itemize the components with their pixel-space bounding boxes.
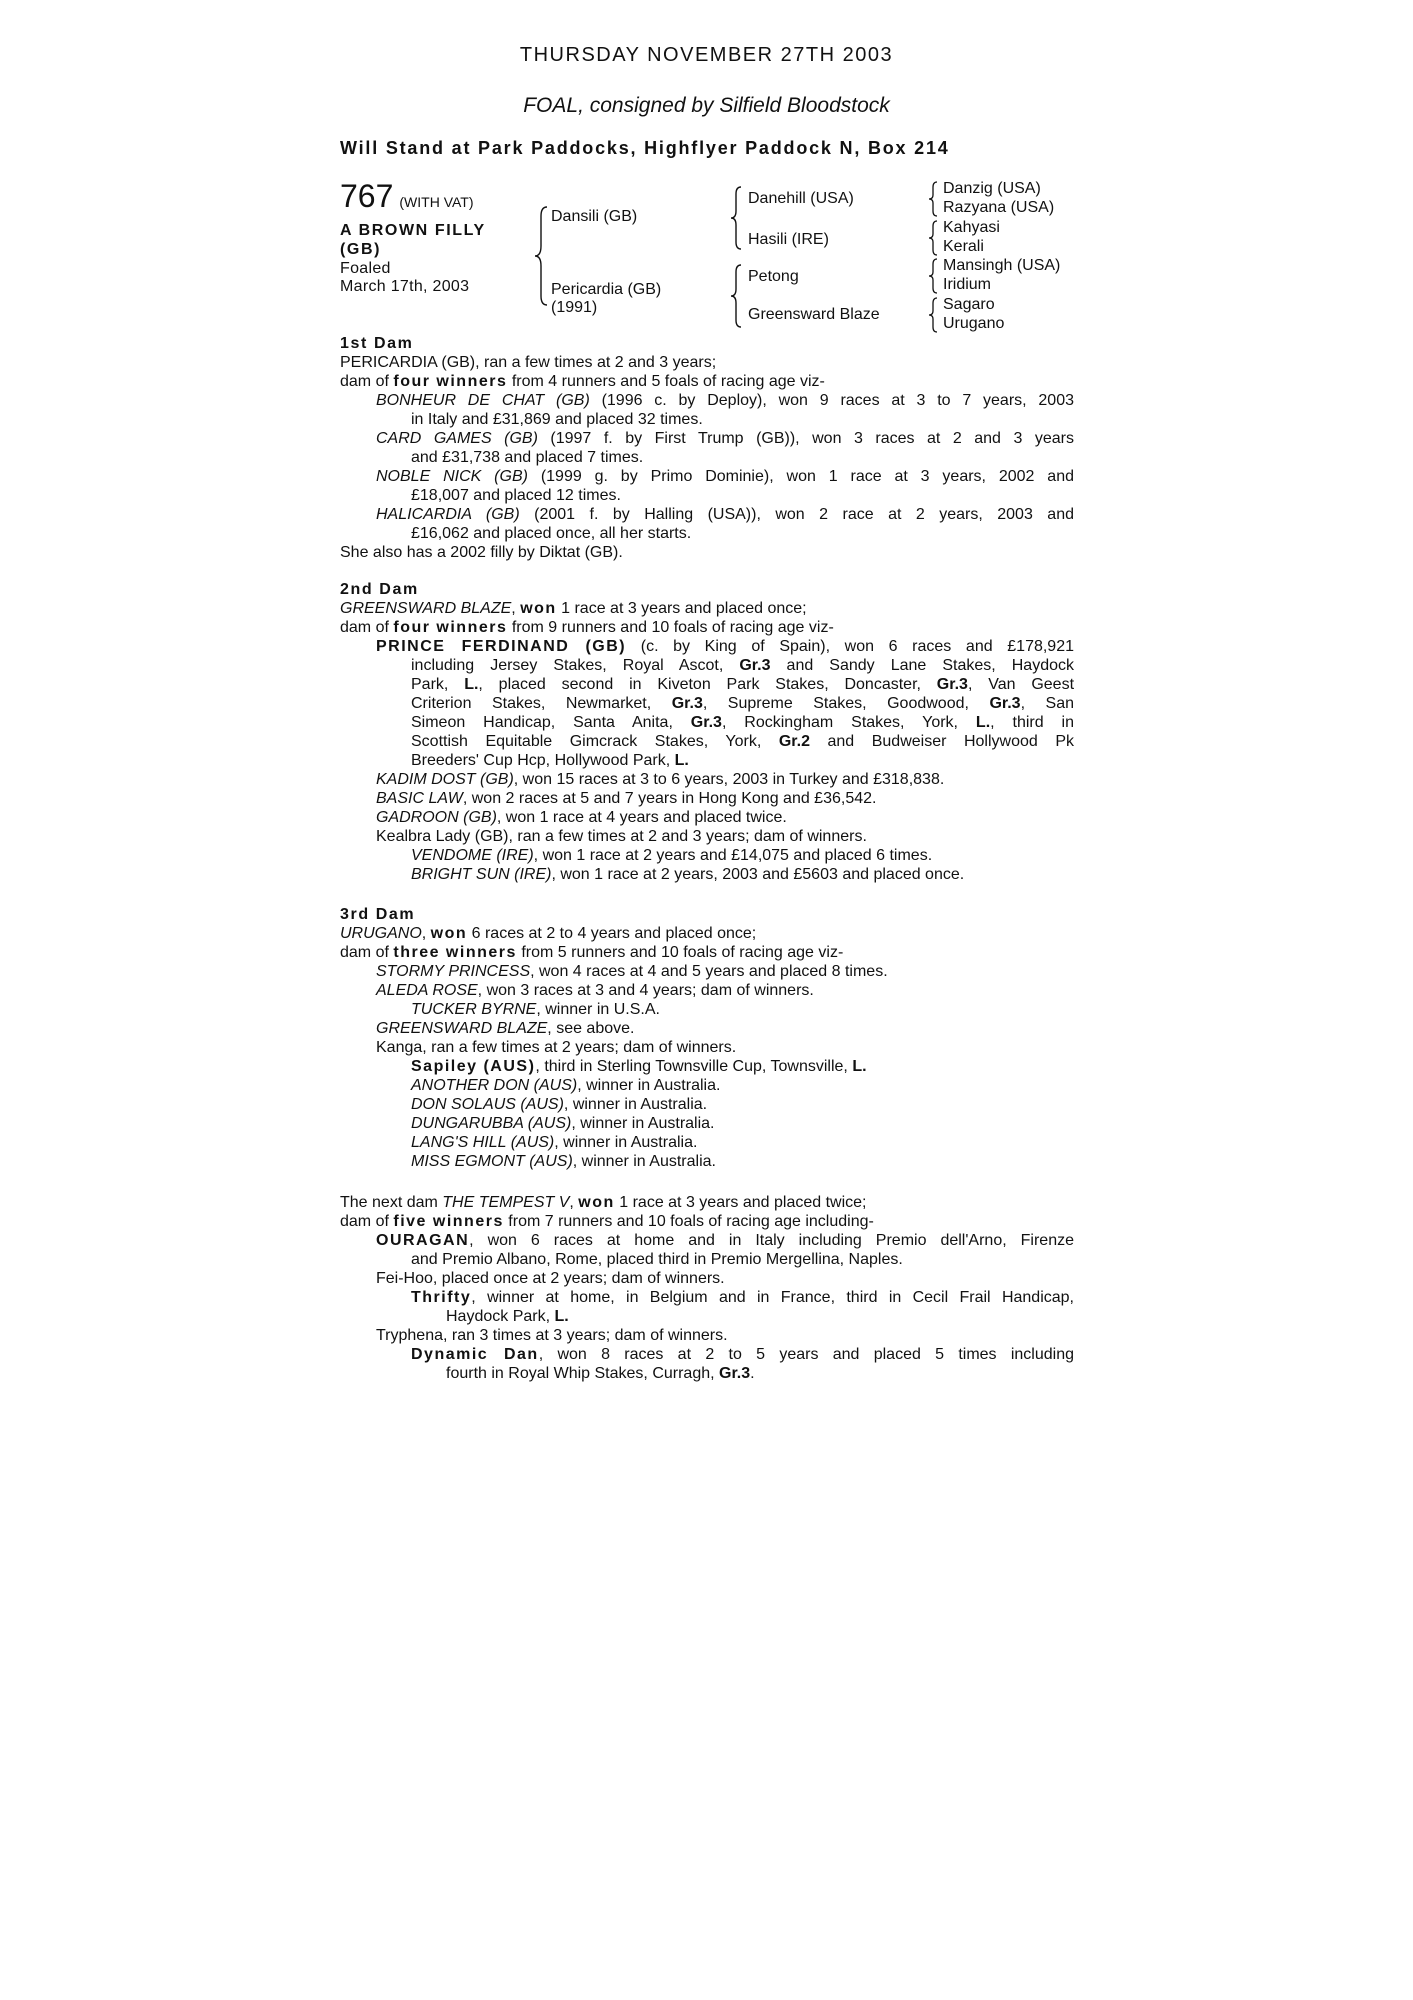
text: Criterion Stakes, Newmarket, — [411, 695, 672, 712]
pedigree-gp-1: Danzig (USA) — [943, 180, 1041, 197]
produce-entry-cont: in Italy and £31,869 and placed 32 times. — [411, 411, 703, 428]
lot-heading — [340, 178, 474, 215]
pedigree-gp-5: Mansingh (USA) — [943, 257, 1061, 274]
text: (1999 g. by Primo Dominie), won 1 race at 3 years, 2002 and — [527, 468, 1075, 485]
text: The next dam — [340, 1194, 443, 1211]
produce-entry: Fei-Hoo, placed once at 2 years; dam of winners. — [376, 1270, 725, 1287]
next-dam-section — [340, 1193, 1074, 1383]
produce-entry — [340, 1114, 1074, 1133]
produce-summary — [340, 372, 1074, 391]
pedigree-sire: Dansili (GB) — [551, 208, 638, 225]
race-grade: Gr.3 — [739, 657, 771, 674]
text: 6 races at 2 to 4 years and placed once; — [467, 925, 757, 942]
pedigree-gp-4: Kerali — [943, 238, 984, 255]
gp-brace-4 — [927, 297, 939, 333]
won-emphasis: won — [520, 600, 557, 617]
pedigree-sire-sire: Danehill (USA) — [748, 190, 854, 207]
sire-parents-brace — [729, 186, 743, 250]
horse-name: GADROON (GB) — [376, 809, 497, 826]
text: 1 race at 3 years and placed once; — [556, 600, 807, 617]
pedigree-gp-8: Urugano — [943, 315, 1005, 332]
text: , Supreme Stakes, Goodwood, — [702, 695, 990, 712]
produce-entry — [340, 808, 1074, 827]
text: Simeon Handicap, Santa Anita, — [411, 714, 691, 731]
horse-name: MISS EGMONT (AUS) — [411, 1153, 573, 1170]
text: , see above. — [547, 1020, 635, 1037]
text: (1996 c. by Deploy), won 9 races at 3 to 7 years, 2003 — [589, 392, 1074, 409]
winners-count: four winners — [393, 373, 508, 390]
horse-name: OURAGAN — [376, 1232, 470, 1249]
horse-name: GREENSWARD BLAZE — [376, 1020, 548, 1037]
horse-name: BASIC LAW — [376, 790, 463, 807]
produce-entry — [340, 962, 1074, 981]
text: dam of — [340, 1213, 394, 1230]
produce-entry — [340, 1231, 1074, 1250]
horse-name: ANOTHER DON (AUS) — [411, 1077, 578, 1094]
text: , winner in Australia. — [571, 1115, 715, 1132]
text: dam of — [340, 944, 394, 961]
text: , San — [1020, 695, 1074, 712]
dam-line — [340, 924, 1074, 943]
text: Park, — [411, 676, 465, 693]
won-emphasis: won — [430, 925, 468, 942]
pedigree-gp-6: Iridium — [943, 276, 992, 293]
race-grade: Gr.3 — [671, 695, 703, 712]
horse-name: CARD GAMES (GB) — [376, 430, 538, 447]
text: , — [421, 925, 431, 942]
race-grade: L. — [852, 1058, 867, 1075]
text: , — [511, 600, 521, 617]
produce-entry-cont — [340, 1364, 1074, 1383]
horse-name: ALEDA ROSE — [376, 982, 478, 999]
horse-name: HALICARDIA (GB) — [376, 506, 520, 523]
text: , winner in Australia. — [577, 1077, 721, 1094]
note-line: She also has a 2002 filly by Diktat (GB). — [340, 544, 623, 561]
produce-entry — [340, 505, 1074, 524]
produce-entry-cont: and Premio Albano, Rome, placed third in Premio Mergellina, Naples. — [411, 1251, 903, 1268]
produce-entry: Kealbra Lady (GB), ran a few times at 2 and 3 years; dam of winners. — [376, 828, 867, 845]
text: , Rockingham Stakes, York, — [721, 714, 976, 731]
text: , winner at home, in Belgium and in France, third in Cecil Frail Handicap, — [471, 1289, 1074, 1306]
race-grade: Gr.2 — [778, 733, 810, 750]
race-grade: L. — [975, 714, 991, 731]
produce-entry — [340, 391, 1074, 410]
text: , won 1 race at 4 years and placed twice. — [496, 809, 787, 826]
produce-entry-cont — [340, 732, 1074, 751]
produce-entry — [340, 789, 1074, 808]
produce-entry — [340, 637, 1074, 656]
text: from 4 runners and 5 foals of racing age viz- — [507, 373, 825, 390]
foaled-date: March 17th, 2003 — [340, 278, 470, 295]
pedigree-dam-dam: Greensward Blaze — [748, 306, 880, 323]
produce-entry — [340, 846, 1074, 865]
produce-entry — [340, 981, 1074, 1000]
third-dam-section — [340, 905, 1074, 1171]
race-grade: L. — [464, 676, 479, 693]
winners-count: five winners — [393, 1213, 504, 1230]
produce-entry — [340, 1000, 1074, 1019]
text: and Sandy Lane Stakes, Haydock — [770, 657, 1074, 674]
winners-count: three winners — [393, 944, 517, 961]
text: , winner in U.S.A. — [536, 1001, 660, 1018]
text: , third in — [990, 714, 1074, 731]
produce-summary — [340, 943, 1074, 962]
consignment-line: FOAL, consigned by Silfield Bloodstock — [523, 94, 890, 117]
text: from 9 runners and 10 foals of racing age viz- — [507, 619, 834, 636]
text: dam of — [340, 373, 394, 390]
produce-entry — [340, 1345, 1074, 1364]
produce-entry — [340, 467, 1074, 486]
horse-name: BRIGHT SUN (IRE) — [411, 866, 552, 883]
produce-summary — [340, 1212, 1074, 1231]
text: from 7 runners and 10 foals of racing age including- — [503, 1213, 874, 1230]
text: and Budweiser Hollywood Pk — [809, 733, 1075, 750]
text: , won 1 race at 2 years, 2003 and £5603 and placed once. — [551, 866, 965, 883]
produce-entry — [340, 1288, 1074, 1307]
text: . — [750, 1365, 755, 1382]
gp-brace-2 — [927, 220, 939, 256]
text: (c. by King of Spain), won 6 races and £178,921 — [626, 638, 1075, 655]
gp-brace-1 — [927, 181, 939, 217]
text: , won 6 races at home and in Italy including Premio dell'Arno, Firenze — [469, 1232, 1074, 1249]
lot-number: 767 — [340, 178, 394, 214]
race-grade: Gr.3 — [690, 714, 722, 731]
produce-entry — [340, 1057, 1074, 1076]
text: , won 8 races at 2 to 5 years and placed 5 times including — [538, 1346, 1075, 1363]
text: Breeders' Cup Hcp, Hollywood Park, — [411, 752, 675, 769]
foaled-label: Foaled — [340, 260, 391, 277]
text: , won 15 races at 3 to 6 years, 2003 in Turkey and £318,838. — [513, 771, 945, 788]
pedigree-sire-dam: Hasili (IRE) — [748, 231, 829, 248]
produce-entry-cont: and £31,738 and placed 7 times. — [411, 449, 644, 466]
text: 1 race at 3 years and placed twice; — [614, 1194, 867, 1211]
horse-name: BONHEUR DE CHAT (GB) — [376, 392, 590, 409]
horse-name: DUNGARUBBA (AUS) — [411, 1115, 572, 1132]
horse-name: Thrifty — [411, 1289, 472, 1306]
text: dam of — [340, 619, 394, 636]
produce-entry-cont — [340, 694, 1074, 713]
pedigree-gp-2: Razyana (USA) — [943, 199, 1055, 216]
dam-parents-brace — [729, 264, 743, 328]
text: , third in Sterling Townsville Cup, Townsville, — [535, 1058, 853, 1075]
sale-date: THURSDAY NOVEMBER 27TH 2003 — [519, 44, 894, 66]
produce-entry: Kanga, ran a few times at 2 years; dam of winners. — [376, 1039, 737, 1056]
text: (2001 f. by Halling (USA)), won 2 race at 2 years, 2003 and — [519, 506, 1075, 523]
produce-entry: Tryphena, ran 3 times at 3 years; dam of winners. — [376, 1327, 728, 1344]
produce-entry-cont — [340, 675, 1074, 694]
horse-description: A BROWN FILLY (GB) — [340, 222, 486, 258]
winners-count: four winners — [393, 619, 508, 636]
vat-note: (WITH VAT) — [399, 194, 474, 210]
race-grade: Gr.3 — [719, 1365, 751, 1382]
sire-dam-brace — [533, 206, 549, 306]
horse-name: TUCKER BYRNE — [411, 1001, 537, 1018]
horse-name: URUGANO — [340, 925, 422, 942]
text: , won 2 races at 5 and 7 years in Hong Kong and £36,542. — [462, 790, 877, 807]
produce-entry — [340, 429, 1074, 448]
horse-name: THE TEMPEST V — [442, 1194, 570, 1211]
horse-name: STORMY PRINCESS — [376, 963, 531, 980]
produce-entry — [340, 1152, 1074, 1171]
produce-entry — [340, 1133, 1074, 1152]
produce-entry-cont — [340, 1307, 1074, 1326]
text: Scottish Equitable Gimcrack Stakes, York, — [411, 733, 779, 750]
second-dam-section — [340, 580, 1074, 884]
stand-location: Will Stand at Park Paddocks, Highflyer Paddock N, Box 214 — [340, 138, 950, 158]
text: , winner in Australia. — [563, 1096, 708, 1113]
horse-name: KADIM DOST (GB) — [376, 771, 514, 788]
produce-entry-cont: £16,062 and placed once, all her starts. — [411, 525, 692, 542]
produce-entry-cont: £18,007 and placed 12 times. — [411, 487, 621, 504]
text: , winner in Australia. — [554, 1134, 698, 1151]
produce-entry — [340, 1019, 1074, 1038]
pedigree-dam-sire: Petong — [748, 268, 799, 285]
text: , placed second in Kiveton Park Stakes, Doncaster, — [478, 676, 937, 693]
race-grade: L. — [674, 752, 689, 769]
race-grade: L. — [554, 1308, 569, 1325]
first-dam-section — [340, 334, 1074, 562]
text: , Van Geest — [967, 676, 1075, 693]
produce-entry-cont — [340, 751, 1074, 770]
text: , — [569, 1194, 579, 1211]
race-grade: Gr.3 — [989, 695, 1021, 712]
section-heading: 3rd Dam — [340, 906, 416, 923]
pedigree-dam-year: (1991) — [551, 299, 598, 316]
produce-entry — [340, 1095, 1074, 1114]
horse-name: VENDOME (IRE) — [411, 847, 534, 864]
text: (1997 f. by First Trump (GB)), won 3 races at 2 and 3 years — [537, 430, 1074, 447]
text: , winner in Australia. — [572, 1153, 716, 1170]
pedigree-gp-3: Kahyasi — [943, 219, 1000, 236]
horse-name: NOBLE NICK (GB) — [376, 468, 528, 485]
horse-name: PRINCE FERDINAND (GB) — [376, 638, 627, 655]
horse-name: GREENSWARD BLAZE — [340, 600, 512, 617]
dam-line — [340, 599, 1074, 618]
text: including Jersey Stakes, Royal Ascot, — [411, 657, 740, 674]
text: fourth in Royal Whip Stakes, Curragh, — [446, 1365, 720, 1382]
dam-line: PERICARDIA (GB), ran a few times at 2 and 3 years; — [340, 354, 717, 371]
text: , won 1 race at 2 years and £14,075 and placed 6 times. — [533, 847, 933, 864]
pedigree-gp-7: Sagaro — [943, 296, 995, 313]
horse-name: Sapiley (AUS) — [411, 1058, 536, 1075]
produce-entry — [340, 1076, 1074, 1095]
gp-brace-3 — [927, 258, 939, 294]
produce-summary — [340, 618, 1074, 637]
pedigree-dam: Pericardia (GB) — [551, 281, 662, 298]
text: , won 4 races at 4 and 5 years and placed 8 times. — [530, 963, 888, 980]
horse-name: DON SOLAUS (AUS) — [411, 1096, 564, 1113]
text: from 5 runners and 10 foals of racing age viz- — [516, 944, 844, 961]
produce-entry — [340, 770, 1074, 789]
produce-entry-cont — [340, 656, 1074, 675]
won-emphasis: won — [578, 1194, 615, 1211]
section-heading: 1st Dam — [340, 335, 414, 352]
dam-line — [340, 1193, 1074, 1212]
text: Haydock Park, — [446, 1308, 555, 1325]
horse-name: LANG'S HILL (AUS) — [411, 1134, 555, 1151]
race-grade: Gr.3 — [936, 676, 968, 693]
text: , won 3 races at 3 and 4 years; dam of winners. — [477, 982, 814, 999]
horse-name: Dynamic Dan — [411, 1346, 539, 1363]
produce-entry-cont — [340, 713, 1074, 732]
produce-entry — [340, 865, 1074, 884]
section-heading: 2nd Dam — [340, 581, 419, 598]
